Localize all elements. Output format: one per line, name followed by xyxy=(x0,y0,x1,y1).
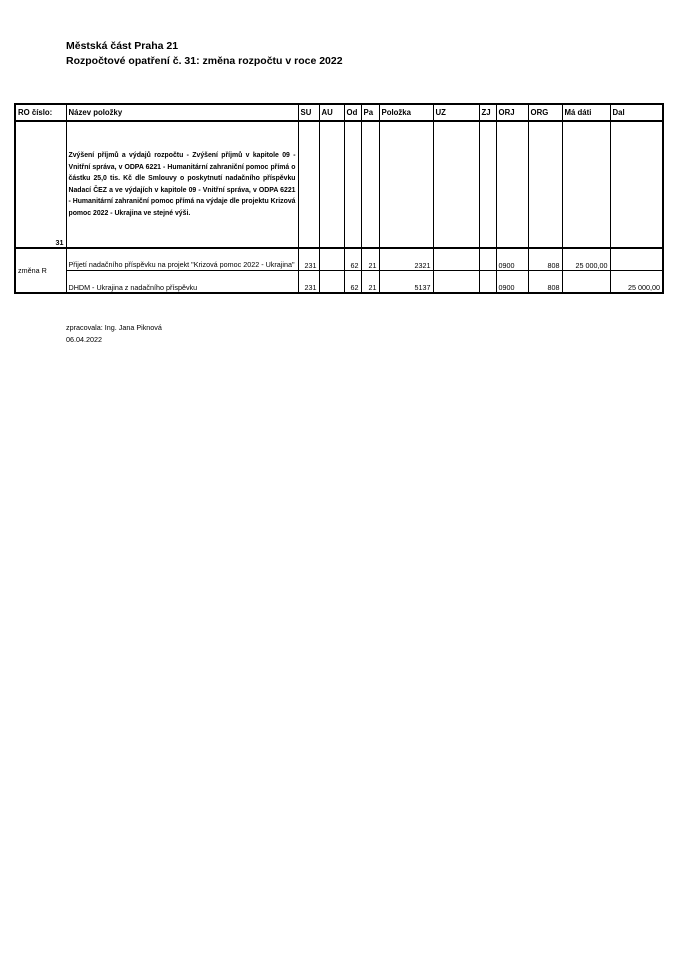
cell-od: 62 xyxy=(344,248,361,271)
cell-ma-dati xyxy=(562,271,610,294)
item-name: DHDM - Ukrajina z nadačního příspěvku xyxy=(66,271,298,294)
cell-au xyxy=(319,271,344,294)
cell-dal: 25 000,00 xyxy=(610,271,663,294)
budget-table xyxy=(14,103,664,294)
cell-au xyxy=(319,248,344,271)
cell-su: 231 xyxy=(298,248,319,271)
col-header-org: ORG xyxy=(528,104,562,121)
cell-org: 808 xyxy=(528,248,562,271)
table-row xyxy=(15,271,663,294)
cell-orj: 0900 xyxy=(496,248,528,271)
col-header-pa: Pa xyxy=(361,104,379,121)
cell-dal xyxy=(610,248,663,271)
ro-number: 31 xyxy=(15,121,66,248)
municipality-title: Městská část Praha 21 xyxy=(66,40,179,52)
cell-zj xyxy=(479,271,496,294)
col-header-au: AU xyxy=(319,104,344,121)
measure-description: Zvýšení příjmů a výdajů rozpočtu - Zvýšení příjmů v kapitole 09 - Vnitřní správa, v ODPA 6221 - Humanitární zahraniční pomoc přímá o částku 25,0 tis. Kč dle Smlouvy o poskytnutí nadačního příspěvku Nadací ČEZ a ve výdajích v kapitole 09 - Vnitřní správa, v ODPA 6221 - Humanitární zahraniční pomoc přímá na výdaje dle projektu Krizová pomoc 2022 - Ukrajina ve stejné výši. xyxy=(66,121,298,248)
col-header-uz: UZ xyxy=(433,104,479,121)
col-header-zj: ZJ xyxy=(479,104,496,121)
cell-od: 62 xyxy=(344,271,361,294)
cell-polozka: 5137 xyxy=(379,271,433,294)
cell-su: 231 xyxy=(298,271,319,294)
document-title: Rozpočtové opatření č. 31: změna rozpočtu v roce 2022 xyxy=(66,55,343,67)
col-header-nazev-polozky: Název položky xyxy=(66,104,298,121)
cell-org: 808 xyxy=(528,271,562,294)
col-header-su: SU xyxy=(298,104,319,121)
col-header-od: Od xyxy=(344,104,361,121)
cell-uz xyxy=(433,271,479,294)
cell-uz xyxy=(433,248,479,271)
cell-polozka: 2321 xyxy=(379,248,433,271)
change-type: změna R xyxy=(15,248,66,293)
cell-pa: 21 xyxy=(361,248,379,271)
col-header-ro-cislo: RO číslo: xyxy=(15,104,66,121)
document-date: 06.04.2022 xyxy=(66,335,102,344)
prepared-by: zpracovala: Ing. Jana Piknová xyxy=(66,323,162,332)
col-header-polozka: Položka xyxy=(379,104,433,121)
cell-orj: 0900 xyxy=(496,271,528,294)
item-name: Přijetí nadačního příspěvku na projekt "Krizová pomoc 2022 - Ukrajina" xyxy=(66,248,298,271)
description-row xyxy=(15,121,663,248)
table-header-row xyxy=(15,104,663,121)
table-row xyxy=(15,248,663,271)
col-header-dal: Dal xyxy=(610,104,663,121)
cell-zj xyxy=(479,248,496,271)
col-header-orj: ORJ xyxy=(496,104,528,121)
col-header-ma-dati: Má dáti xyxy=(562,104,610,121)
cell-ma-dati: 25 000,00 xyxy=(562,248,610,271)
cell-pa: 21 xyxy=(361,271,379,294)
